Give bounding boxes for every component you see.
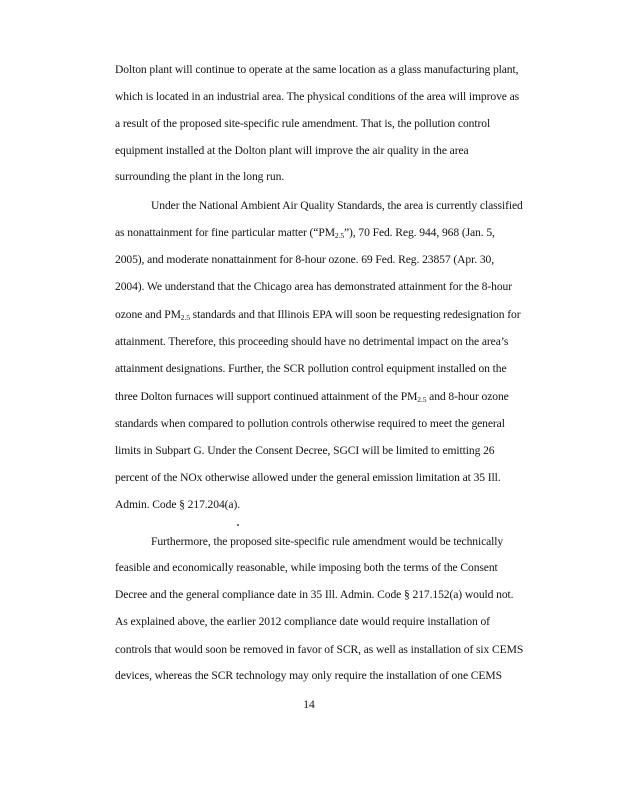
paragraph-3-line-3: Decree and the general compliance date in 35 Ill. Admin. Code § 217.152(a) would not. [115, 588, 514, 601]
pm-subscript: 2.5 [180, 313, 190, 322]
paragraph-3-line-2: feasible and economically reasonable, while imposing both the terms of the Consent [115, 561, 498, 574]
paragraph-3-line-4: As explained above, the earlier 2012 compliance date would require installation of [115, 615, 490, 628]
paragraph-1-line-2: which is located in an industrial area. The physical conditions of the area will improve as [115, 90, 520, 103]
paragraph-2-line-3: 2005), and moderate nonattainment for 8-hour ozone. 69 Fed. Reg. 23857 (Apr. 30, [115, 253, 495, 266]
paragraph-2-line-6: attainment. Therefore, this proceeding should have no detrimental impact on the area’s [115, 335, 509, 348]
paragraph-2-line-2: as nonattainment for fine particular matter $(“PM_{2.5}”)$, 70 Fed. Reg. 944, 968 (Jan. 5, [115, 226, 495, 240]
paragraph-2-line-1: Under the National Ambient Air Quality Standards, the area is currently classified [151, 199, 523, 212]
paragraph-2-line-8: three Dolton furnaces will support continued attainment of the $PM_{2.5}$ and 8-hour ozone [115, 390, 509, 404]
paragraph-3-line-5: controls that would soon be removed in favor of SCR, as well as installation of six CEMS [115, 643, 524, 656]
paragraph-2-line-9: standards when compared to pollution controls otherwise required to meet the general [115, 417, 505, 430]
pm-subscript: 2.5 [334, 231, 344, 240]
scan-speck [237, 524, 239, 526]
paragraph-3-line-6: devices, whereas the SCR technology may only require the installation of one CEMS [115, 669, 502, 682]
pm-subscript: 2.5 [417, 395, 427, 404]
paragraph-2-line-4: 2004). We understand that the Chicago area has demonstrated attainment for the 8-hour [115, 280, 512, 293]
paragraph-2-line-10: limits in Subpart G. Under the Consent Decree, SGCI will be limited to emitting 26 [115, 444, 495, 457]
page-number: 14 [303, 698, 315, 711]
paragraph-2-line-12: Admin. Code § 217.204(a). [115, 498, 241, 511]
paragraph-2-line-7: attainment designations. Further, the SCR pollution control equipment installed on the [115, 362, 507, 375]
paragraph-3-line-1: Furthermore, the proposed site-specific rule amendment would be technically [151, 535, 504, 548]
paragraph-2-line-11: percent of the NOx otherwise allowed under the general emission limitation at 35 Ill. [115, 471, 501, 484]
paragraph-2-line-5: ozone and $PM_{2.5}$ standards and that Illinois EPA will soon be requesting redesignation for [115, 308, 521, 322]
paragraph-1-line-1: Dolton plant will continue to operate at the same location as a glass manufacturing plant, [115, 63, 519, 76]
paragraph-1-line-5: surrounding the plant in the long run. [115, 170, 285, 183]
paragraph-1-line-4: equipment installed at the Dolton plant will improve the air quality in the area [115, 144, 469, 157]
paragraph-1-line-3: a result of the proposed site-specific rule amendment. That is, the pollution control [115, 117, 491, 130]
